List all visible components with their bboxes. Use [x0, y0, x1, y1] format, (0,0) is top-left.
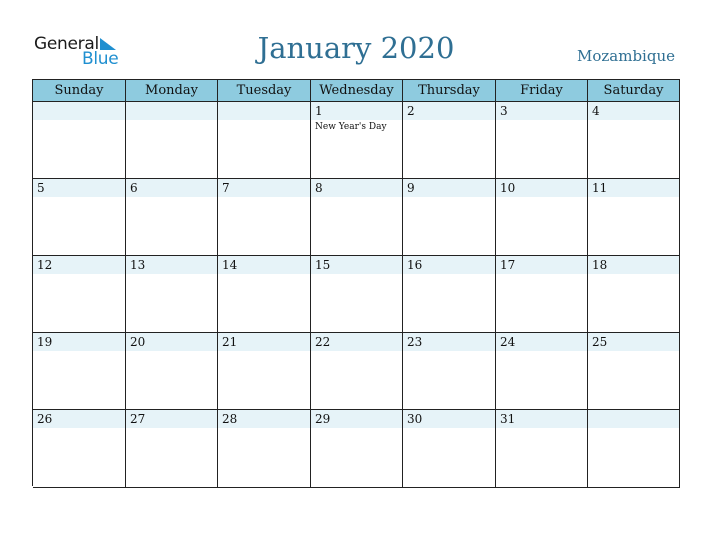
day-cell — [496, 102, 588, 179]
day-number: 14 — [222, 258, 238, 272]
day-number: 24 — [500, 335, 516, 349]
day-cell — [496, 410, 588, 488]
day-number: 28 — [222, 412, 238, 426]
day-number: 20 — [130, 335, 146, 349]
day-cell — [33, 102, 126, 179]
day-cell — [33, 179, 126, 256]
day-number: 11 — [592, 181, 608, 195]
day-cell — [218, 410, 311, 488]
day-cell — [126, 102, 218, 179]
day-cell — [496, 333, 588, 410]
week-row — [33, 256, 680, 333]
day-cell — [311, 256, 403, 333]
day-number: 4 — [592, 104, 600, 118]
day-cell — [403, 256, 496, 333]
weekday-header: Tuesday — [218, 80, 311, 102]
weekday-header: Sunday — [33, 80, 126, 102]
day-number: 31 — [500, 412, 516, 426]
weekday-header: Thursday — [403, 80, 496, 102]
day-number: 29 — [315, 412, 331, 426]
day-cell — [126, 256, 218, 333]
day-number: 17 — [500, 258, 516, 272]
day-cell — [126, 410, 218, 488]
day-number: 9 — [407, 181, 415, 195]
day-number: 22 — [315, 335, 331, 349]
day-number: 30 — [407, 412, 423, 426]
day-cell — [311, 333, 403, 410]
calendar-grid — [32, 79, 680, 486]
day-number: 25 — [592, 335, 608, 349]
day-number: 21 — [222, 335, 238, 349]
day-number: 7 — [222, 181, 230, 195]
day-number: 12 — [37, 258, 53, 272]
day-cell — [218, 179, 311, 256]
day-cell — [311, 179, 403, 256]
weekday-header: Friday — [496, 80, 588, 102]
logo-word-blue: Blue — [82, 49, 119, 69]
day-cell — [403, 410, 496, 488]
week-row — [33, 333, 680, 410]
country-name: Mozambique — [577, 47, 675, 65]
day-number: 10 — [500, 181, 516, 195]
day-number: 27 — [130, 412, 146, 426]
day-number: 18 — [592, 258, 608, 272]
holiday-label: New Year's Day — [315, 122, 387, 132]
day-number: 2 — [407, 104, 415, 118]
day-number: 16 — [407, 258, 423, 272]
day-number: 5 — [37, 181, 45, 195]
day-cell — [403, 333, 496, 410]
day-cell — [588, 102, 680, 179]
weekday-header: Monday — [126, 80, 218, 102]
day-cell — [496, 256, 588, 333]
day-cell — [33, 410, 126, 488]
day-cell — [126, 179, 218, 256]
day-cell — [588, 179, 680, 256]
day-cell — [33, 256, 126, 333]
day-cell — [496, 179, 588, 256]
day-cell — [403, 179, 496, 256]
day-cell — [311, 102, 403, 179]
day-number: 15 — [315, 258, 331, 272]
weekday-header: Wednesday — [311, 80, 403, 102]
day-cell — [218, 333, 311, 410]
weekday-header: Saturday — [588, 80, 680, 102]
day-cell — [218, 102, 311, 179]
day-number: 19 — [37, 335, 53, 349]
day-cell — [588, 410, 680, 488]
day-number: 1 — [315, 104, 323, 118]
logo-word-general: General — [34, 34, 99, 54]
day-cell — [33, 333, 126, 410]
day-number: 23 — [407, 335, 423, 349]
week-row — [33, 102, 680, 179]
day-number: 26 — [37, 412, 53, 426]
day-cell — [218, 256, 311, 333]
day-number: 3 — [500, 104, 508, 118]
day-cell — [311, 410, 403, 488]
day-cell — [126, 333, 218, 410]
day-number: 6 — [130, 181, 138, 195]
weekday-header-row — [33, 80, 680, 102]
day-cell — [588, 256, 680, 333]
week-row — [33, 179, 680, 256]
day-number: 8 — [315, 181, 323, 195]
calendar-title: January 2020 — [257, 31, 455, 65]
day-cell — [403, 102, 496, 179]
day-number: 13 — [130, 258, 146, 272]
week-row — [33, 410, 680, 488]
day-cell — [588, 333, 680, 410]
